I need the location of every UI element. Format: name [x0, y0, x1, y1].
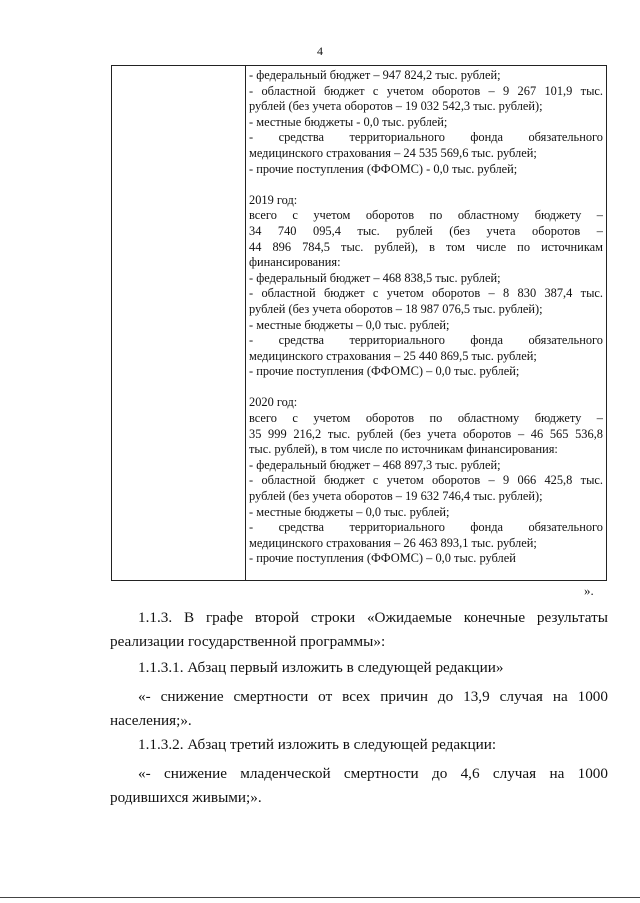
page-number: 4: [317, 44, 323, 58]
year-heading-2020: 2020 год:: [249, 395, 298, 410]
text-line: - областной бюджет с учетом оборотов – 9 066 425,8 тыс.: [249, 473, 603, 488]
paragraph-line: реализации государственной программы»:: [110, 633, 386, 650]
text-line: тыс. рублей), в том числе по источникам финансирования:: [249, 442, 558, 457]
text-line: - местные бюджеты - 0,0 тыс. рублей;: [249, 114, 448, 129]
quote-mortality: [110, 685, 608, 733]
text-line: - местные бюджеты – 0,0 тыс. рублей;: [249, 504, 450, 519]
text-line: - средства территориального фонда обязательного: [249, 520, 603, 535]
closing-quote: ».: [584, 583, 594, 598]
text-line: - прочие поступления (ФФОМС) - 0,0 тыс. рублей;: [249, 161, 518, 176]
text-line: всего с учетом оборотов по областному бюджету –: [249, 208, 603, 223]
text-line: рублей (без учета оборотов – 19 632 746,4 тыс. рублей);: [249, 489, 543, 504]
text-line: - средства территориального фонда обязательного: [249, 130, 603, 145]
paragraph-1-1-3-2: [110, 733, 608, 757]
paragraph-line: «- снижение младенческой смертности до 4,6 случая на 1000: [138, 765, 608, 782]
text-line: медицинского страхования – 25 440 869,5 тыс. рублей;: [249, 348, 537, 363]
text-line: - прочие поступления (ФФОМС) – 0,0 тыс. рублей;: [249, 364, 520, 379]
text-line: рублей (без учета оборотов – 18 987 076,5 тыс. рублей);: [249, 301, 543, 316]
text-line: медицинского страхования – 26 463 893,1 тыс. рублей;: [249, 535, 537, 550]
text-line: 35 999 216,2 тыс. рублей (без учета оборотов – 46 565 536,8: [249, 426, 603, 441]
text-line: 44 896 784,5 тыс. рублей), в том числе по источникам: [249, 239, 603, 254]
paragraph-line: населения;».: [110, 712, 192, 729]
text-line: - местные бюджеты – 0,0 тыс. рублей;: [249, 317, 450, 332]
text-line: медицинского страхования – 24 535 569,6 тыс. рублей;: [249, 145, 537, 160]
text-line: - областной бюджет с учетом оборотов – 9 267 101,9 тыс.: [249, 83, 603, 98]
paragraph-line: 1.1.3.1. Абзац первый изложить в следующей редакции»: [138, 659, 504, 676]
text-line: - средства территориального фонда обязательного: [249, 333, 603, 348]
paragraph-line: родившихся живыми;».: [110, 789, 262, 806]
funding-cell: [249, 68, 603, 567]
text-line: - прочие поступления (ФФОМС) – 0,0 тыс. рублей: [249, 551, 516, 566]
paragraph-line: «- снижение смертности от всех причин до 13,9 случая на 1000: [138, 688, 608, 705]
year-heading-2019: 2019 год:: [249, 192, 298, 207]
paragraph-1-1-3: [110, 606, 608, 654]
column-divider: [245, 66, 246, 580]
text-line: 34 740 095,4 тыс. рублей (без учета оборотов –: [249, 223, 603, 238]
text-line: - федеральный бюджет – 468 897,3 тыс. рублей;: [249, 457, 501, 472]
text-line: - федеральный бюджет – 468 838,5 тыс. рублей;: [249, 270, 501, 285]
text-line: - областной бюджет с учетом оборотов – 8 830 387,4 тыс.: [249, 286, 603, 301]
text-line: финансирования:: [249, 255, 341, 270]
paragraph-line: 1.1.3.2. Абзац третий изложить в следующей редакции:: [138, 736, 497, 753]
funding-table: [111, 65, 607, 581]
text-line: - федеральный бюджет – 947 824,2 тыс. рублей;: [249, 68, 501, 82]
quote-infant-mortality: [110, 762, 608, 810]
text-line: всего с учетом оборотов по областному бюджету –: [249, 411, 603, 426]
page-bottom-rule: [0, 897, 640, 898]
paragraph-line: 1.1.3. В графе второй строки «Ожидаемые конечные результаты: [138, 609, 608, 626]
paragraph-1-1-3-1: [110, 656, 608, 680]
text-line: рублей (без учета оборотов – 19 032 542,3 тыс. рублей);: [249, 99, 543, 114]
